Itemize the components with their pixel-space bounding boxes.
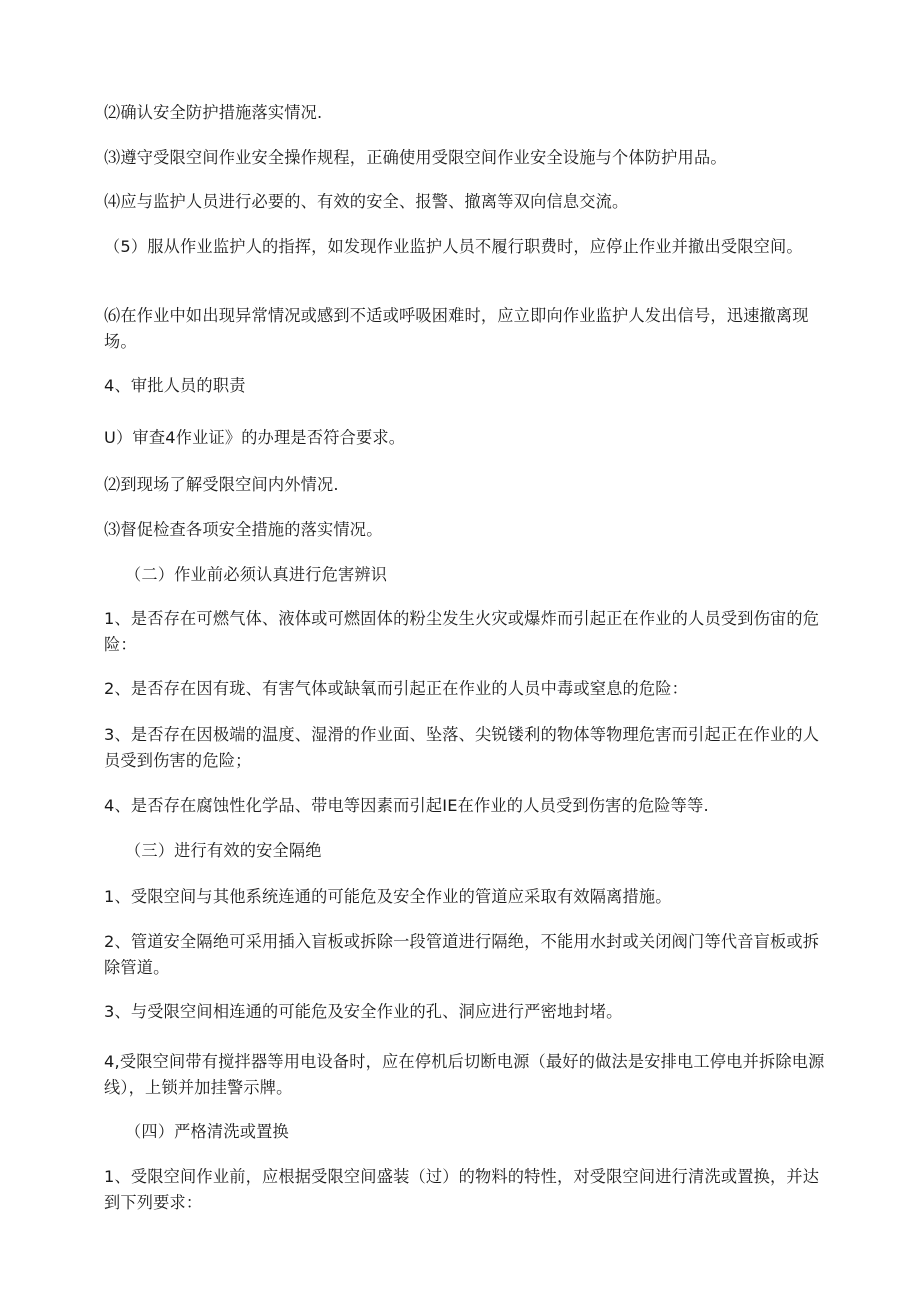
paragraph-worker-confirm-measures: ⑵确认安全防护措施落实情况.	[104, 103, 323, 122]
paragraph-hazard-chemical-electrical: 4、是否存在腐蚀性化学品、带电等因素而引起IE在作业的人员受到伤害的危险等等.	[104, 796, 709, 815]
paragraph-hazard-fire-explosion: 1、是否存在可燃气体、液体或可燃固体的粉尘发生火灾或爆炸而引起正在作业的人员受到伤宙的危险：	[104, 609, 820, 654]
paragraph-isolation-power: 4,受限空间带有搅拌器等用电设备时，应在停机后切断电源（最好的做法是安排电工停电并拆除电源线），上锁并加挂警示牌。	[104, 1052, 825, 1097]
section-heading-cleaning: （四）严格清洗或置换	[125, 1122, 289, 1141]
paragraph-approver-site-check: ⑵到现场了解受限空间内外情况.	[104, 475, 339, 494]
section-heading-isolation: （三）进行有效的安全隔绝	[125, 841, 322, 860]
paragraph-worker-follow-rules: ⑶遵守受限空间作业安全操作规程，正确使用受限空间作业安全设施与个体防护用品。	[104, 148, 727, 167]
paragraph-worker-evacuate: ⑹在作业中如出现异常情况或感到不适或呼吸困难时，应立即向作业监护人发出信号，迅速撤离现场。	[104, 306, 809, 351]
paragraph-isolation-pipes: 1、受限空间与其他系统连通的可能危及安全作业的管道应采取有效隔离措施。	[104, 887, 672, 906]
section-heading-hazard-identification: （二）作业前必须认真进行危害辨识	[125, 565, 388, 584]
paragraph-approver-review-permit: U）审查4作业证》的办理是否符合要求。	[104, 428, 406, 447]
paragraph-isolation-openings: 3、与受限空间相连通的可能危及安全作业的孔、洞应进行严密地封堵。	[104, 1002, 623, 1021]
paragraph-isolation-blind-plates: 2、管道安全隔绝可采用插入盲板或拆除一段管道进行隔绝，不能用水封或关闭阀门等代音盲板或拆除管道。	[104, 932, 820, 977]
paragraph-hazard-poisoning: 2、是否存在因有珑、有害气体或缺氧而引起正在作业的人员中毒或窒息的危险：	[104, 679, 689, 698]
paragraph-worker-communicate: ⑷应与监护人员进行必要的、有效的安全、报警、撤离等双向信息交流。	[104, 192, 629, 211]
paragraph-approver-supervise: ⑶督促检查各项安全措施的落实情况。	[104, 520, 383, 539]
paragraph-worker-obey-supervisor: （5）服从作业监护人的指挥，如发现作业监护人员不履行职费时，应停止作业并撤出受限空间。	[104, 237, 803, 256]
paragraph-hazard-physical: 3、是否存在因极端的温度、湿滑的作业面、坠落、尖锐镂利的物体等物理危害而引起正在作业的人员受到伤害的危险；	[104, 725, 820, 770]
heading-approver-duties: 4、审批人员的职责	[104, 376, 246, 395]
paragraph-cleaning-requirements: 1、受限空间作业前，应根据受限空间盛装（过）的物料的特性，对受限空间进行清洗或置换，并达到下列要求：	[104, 1167, 820, 1212]
